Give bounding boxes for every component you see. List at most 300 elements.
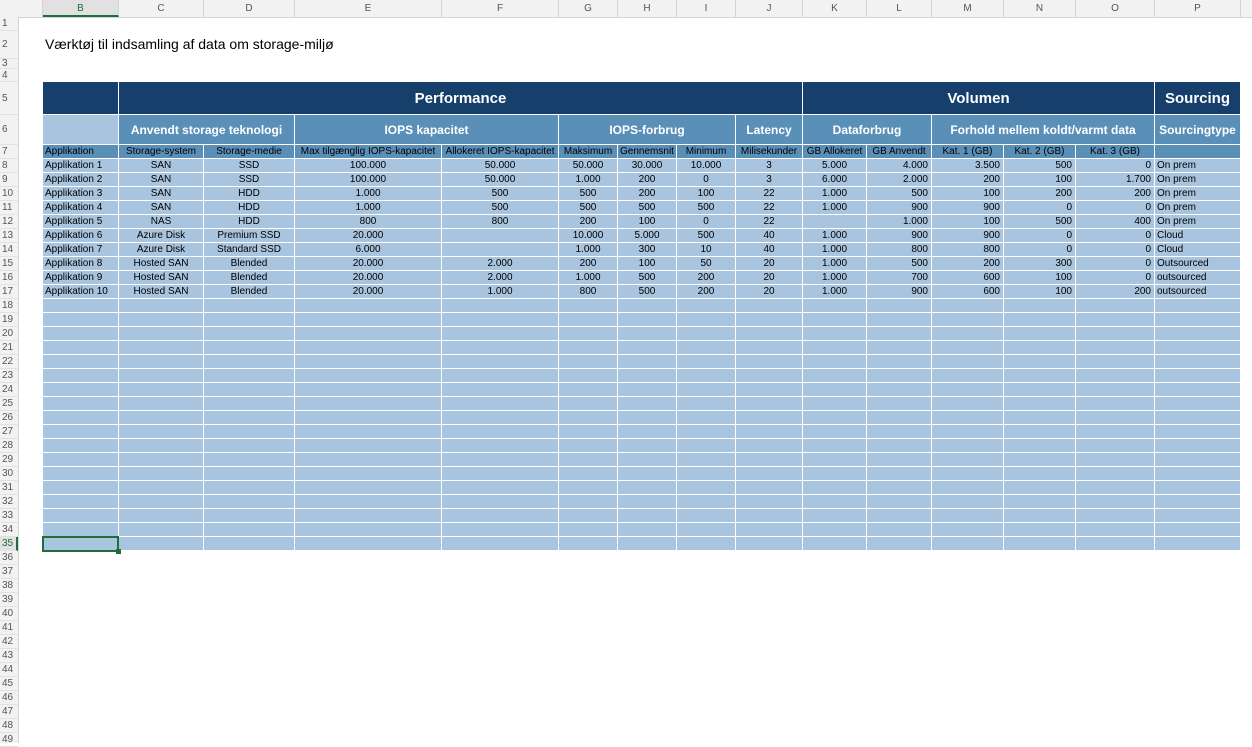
table-cell[interactable]: Standard SSD	[204, 243, 295, 257]
empty-cell[interactable]	[1076, 523, 1155, 537]
subgroup-iops-forbrug[interactable]: IOPS-forbrug	[559, 115, 736, 145]
column-letter-i[interactable]: I	[677, 0, 736, 17]
empty-cell[interactable]	[442, 369, 559, 383]
empty-cell[interactable]	[677, 537, 736, 551]
empty-cell[interactable]	[803, 439, 867, 453]
table-cell[interactable]: SAN	[119, 201, 204, 215]
empty-cell[interactable]	[1004, 509, 1076, 523]
empty-cell[interactable]	[867, 313, 932, 327]
empty-cell[interactable]	[736, 313, 803, 327]
table-cell[interactable]: On prem	[1155, 173, 1241, 187]
empty-cell[interactable]	[618, 369, 677, 383]
table-cell[interactable]: 100	[932, 187, 1004, 201]
empty-cell[interactable]	[867, 481, 932, 495]
table-cell[interactable]: 200	[932, 257, 1004, 271]
group-header-performance[interactable]: Performance	[119, 82, 803, 115]
row-number-2[interactable]: 2	[0, 31, 18, 59]
empty-cell[interactable]	[442, 355, 559, 369]
table-cell[interactable]: 1.000	[295, 201, 442, 215]
empty-cell[interactable]	[803, 369, 867, 383]
empty-cell[interactable]	[1004, 425, 1076, 439]
empty-cell[interactable]	[677, 341, 736, 355]
table-cell[interactable]: Applikation 2	[43, 173, 119, 187]
table-cell[interactable]: 40	[736, 229, 803, 243]
empty-cell[interactable]	[43, 495, 119, 509]
empty-cell[interactable]	[1076, 481, 1155, 495]
empty-cell[interactable]	[867, 369, 932, 383]
empty-cell[interactable]	[204, 313, 295, 327]
row-number-48[interactable]: 48	[0, 719, 18, 733]
row-number-20[interactable]: 20	[0, 327, 18, 341]
empty-cell[interactable]	[204, 467, 295, 481]
empty-cell[interactable]	[295, 453, 442, 467]
empty-cell[interactable]	[803, 397, 867, 411]
empty-cell[interactable]	[204, 355, 295, 369]
empty-cell[interactable]	[43, 523, 119, 537]
empty-cell[interactable]	[932, 439, 1004, 453]
empty-cell[interactable]	[119, 397, 204, 411]
empty-cell[interactable]	[1076, 397, 1155, 411]
row-number-39[interactable]: 39	[0, 593, 18, 607]
empty-cell[interactable]	[1004, 397, 1076, 411]
selected-cell-b35[interactable]	[42, 536, 119, 552]
empty-cell[interactable]	[559, 397, 618, 411]
empty-cell[interactable]	[204, 439, 295, 453]
column-label[interactable]: Gennemsnit	[618, 145, 677, 159]
table-cell[interactable]: 22	[736, 201, 803, 215]
empty-cell[interactable]	[932, 313, 1004, 327]
table-cell[interactable]: 500	[442, 187, 559, 201]
empty-cell[interactable]	[119, 467, 204, 481]
empty-cell[interactable]	[803, 523, 867, 537]
empty-cell[interactable]	[442, 523, 559, 537]
table-cell[interactable]: 200	[559, 257, 618, 271]
empty-cell[interactable]	[119, 425, 204, 439]
table-cell[interactable]: 500	[442, 201, 559, 215]
row-number-46[interactable]: 46	[0, 691, 18, 705]
empty-cell[interactable]	[119, 439, 204, 453]
empty-cell[interactable]	[867, 453, 932, 467]
table-cell[interactable]: 100	[1004, 285, 1076, 299]
table-cell[interactable]: 900	[932, 229, 1004, 243]
table-cell[interactable]: 100	[677, 187, 736, 201]
empty-cell[interactable]	[1004, 495, 1076, 509]
table-cell[interactable]: 700	[867, 271, 932, 285]
empty-cell[interactable]	[43, 313, 119, 327]
empty-cell[interactable]	[204, 341, 295, 355]
table-cell[interactable]: 1.000	[803, 285, 867, 299]
empty-cell[interactable]	[1004, 341, 1076, 355]
empty-cell[interactable]	[618, 523, 677, 537]
empty-cell[interactable]	[618, 313, 677, 327]
empty-cell[interactable]	[932, 467, 1004, 481]
table-cell[interactable]: 800	[559, 285, 618, 299]
sheet-title[interactable]: Værktøj til indsamling af data om storage-miljø	[45, 36, 334, 52]
empty-cell[interactable]	[442, 537, 559, 551]
empty-cell[interactable]	[204, 299, 295, 313]
table-cell[interactable]: Azure Disk	[119, 229, 204, 243]
empty-cell[interactable]	[1155, 509, 1241, 523]
subgroup-dataforbrug[interactable]: Dataforbrug	[803, 115, 932, 145]
column-letter-e[interactable]: E	[295, 0, 442, 17]
table-cell[interactable]: 20.000	[295, 271, 442, 285]
group-header-blank[interactable]	[43, 82, 119, 115]
empty-cell[interactable]	[618, 425, 677, 439]
empty-cell[interactable]	[736, 411, 803, 425]
empty-cell[interactable]	[618, 495, 677, 509]
empty-cell[interactable]	[1004, 537, 1076, 551]
empty-cell[interactable]	[677, 509, 736, 523]
empty-cell[interactable]	[559, 425, 618, 439]
empty-cell[interactable]	[43, 467, 119, 481]
table-cell[interactable]: 0	[1076, 201, 1155, 215]
empty-cell[interactable]	[119, 341, 204, 355]
empty-cell[interactable]	[618, 355, 677, 369]
row-number-22[interactable]: 22	[0, 355, 18, 369]
empty-cell[interactable]	[618, 453, 677, 467]
row-number-30[interactable]: 30	[0, 467, 18, 481]
row-number-33[interactable]: 33	[0, 509, 18, 523]
empty-cell[interactable]	[677, 355, 736, 369]
empty-cell[interactable]	[677, 411, 736, 425]
empty-cell[interactable]	[618, 397, 677, 411]
empty-cell[interactable]	[932, 341, 1004, 355]
table-cell[interactable]: 0	[677, 215, 736, 229]
column-letter-o[interactable]: O	[1076, 0, 1155, 17]
empty-cell[interactable]	[1076, 369, 1155, 383]
table-cell[interactable]: 0	[1076, 257, 1155, 271]
column-label[interactable]: GB Anvendt	[867, 145, 932, 159]
table-cell[interactable]: Hosted SAN	[119, 271, 204, 285]
empty-cell[interactable]	[932, 411, 1004, 425]
empty-cell[interactable]	[1155, 481, 1241, 495]
subgroup-latency[interactable]: Latency	[736, 115, 803, 145]
empty-cell[interactable]	[43, 411, 119, 425]
empty-cell[interactable]	[867, 299, 932, 313]
empty-cell[interactable]	[932, 453, 1004, 467]
table-cell[interactable]: 500	[618, 201, 677, 215]
empty-cell[interactable]	[204, 523, 295, 537]
empty-cell[interactable]	[204, 425, 295, 439]
table-cell[interactable]: 100	[1004, 271, 1076, 285]
empty-cell[interactable]	[803, 341, 867, 355]
empty-cell[interactable]	[1004, 299, 1076, 313]
empty-cell[interactable]	[204, 453, 295, 467]
empty-cell[interactable]	[677, 467, 736, 481]
empty-cell[interactable]	[204, 495, 295, 509]
empty-cell[interactable]	[803, 425, 867, 439]
table-cell[interactable]: 20.000	[295, 285, 442, 299]
empty-cell[interactable]	[1076, 495, 1155, 509]
table-cell[interactable]: Applikation 9	[43, 271, 119, 285]
empty-cell[interactable]	[43, 299, 119, 313]
row-number-15[interactable]: 15	[0, 257, 18, 271]
empty-cell[interactable]	[867, 537, 932, 551]
table-cell[interactable]: 300	[618, 243, 677, 257]
empty-cell[interactable]	[677, 425, 736, 439]
empty-cell[interactable]	[867, 327, 932, 341]
row-number-3[interactable]: 3	[0, 59, 18, 69]
table-cell[interactable]: 1.000	[803, 229, 867, 243]
empty-cell[interactable]	[1076, 313, 1155, 327]
empty-cell[interactable]	[295, 369, 442, 383]
empty-cell[interactable]	[1004, 453, 1076, 467]
empty-cell[interactable]	[1076, 299, 1155, 313]
empty-cell[interactable]	[442, 453, 559, 467]
table-cell[interactable]: 1.000	[803, 201, 867, 215]
empty-cell[interactable]	[295, 383, 442, 397]
empty-cell[interactable]	[559, 383, 618, 397]
table-cell[interactable]: 1.000	[559, 271, 618, 285]
empty-cell[interactable]	[867, 355, 932, 369]
table-cell[interactable]: 1.000	[803, 187, 867, 201]
table-cell[interactable]: 900	[932, 201, 1004, 215]
table-cell[interactable]: 4.000	[867, 159, 932, 173]
table-cell[interactable]: Premium SSD	[204, 229, 295, 243]
empty-cell[interactable]	[803, 537, 867, 551]
empty-cell[interactable]	[867, 495, 932, 509]
table-cell[interactable]: 500	[677, 201, 736, 215]
table-cell[interactable]: 3	[736, 159, 803, 173]
table-cell[interactable]: NAS	[119, 215, 204, 229]
column-label[interactable]	[1155, 145, 1241, 159]
table-cell[interactable]: Cloud	[1155, 229, 1241, 243]
subgroup-forhold[interactable]: Forhold mellem koldt/varmt data	[932, 115, 1155, 145]
empty-cell[interactable]	[119, 313, 204, 327]
empty-cell[interactable]	[932, 327, 1004, 341]
empty-cell[interactable]	[43, 341, 119, 355]
row-number-8[interactable]: 8	[0, 159, 18, 173]
row-number-37[interactable]: 37	[0, 565, 18, 579]
empty-cell[interactable]	[803, 383, 867, 397]
column-letter-n[interactable]: N	[1004, 0, 1076, 17]
empty-cell[interactable]	[803, 509, 867, 523]
empty-cell[interactable]	[43, 481, 119, 495]
empty-cell[interactable]	[932, 299, 1004, 313]
empty-cell[interactable]	[559, 369, 618, 383]
empty-cell[interactable]	[803, 299, 867, 313]
empty-cell[interactable]	[559, 313, 618, 327]
empty-cell[interactable]	[803, 327, 867, 341]
table-cell[interactable]: SSD	[204, 173, 295, 187]
empty-cell[interactable]	[1076, 467, 1155, 481]
empty-cell[interactable]	[1155, 453, 1241, 467]
empty-cell[interactable]	[1076, 327, 1155, 341]
empty-cell[interactable]	[618, 481, 677, 495]
empty-cell[interactable]	[1155, 495, 1241, 509]
empty-cell[interactable]	[43, 425, 119, 439]
empty-cell[interactable]	[559, 439, 618, 453]
table-cell[interactable]: 22	[736, 187, 803, 201]
empty-cell[interactable]	[295, 411, 442, 425]
empty-cell[interactable]	[1004, 439, 1076, 453]
table-cell[interactable]: Applikation 5	[43, 215, 119, 229]
empty-cell[interactable]	[1155, 467, 1241, 481]
table-cell[interactable]: 3	[736, 173, 803, 187]
empty-cell[interactable]	[1155, 523, 1241, 537]
row-number-7[interactable]: 7	[0, 145, 18, 159]
table-cell[interactable]: 20	[736, 257, 803, 271]
table-cell[interactable]: 2.000	[442, 257, 559, 271]
empty-cell[interactable]	[119, 355, 204, 369]
table-cell[interactable]: SAN	[119, 159, 204, 173]
table-cell[interactable]: 1.000	[867, 215, 932, 229]
row-number-9[interactable]: 9	[0, 173, 18, 187]
empty-cell[interactable]	[204, 397, 295, 411]
empty-cell[interactable]	[295, 299, 442, 313]
empty-cell[interactable]	[736, 523, 803, 537]
table-cell[interactable]: 0	[1076, 243, 1155, 257]
empty-cell[interactable]	[618, 467, 677, 481]
table-cell[interactable]: 0	[1076, 159, 1155, 173]
group-header-volumen[interactable]: Volumen	[803, 82, 1155, 115]
table-cell[interactable]: 2.000	[442, 271, 559, 285]
empty-cell[interactable]	[736, 439, 803, 453]
empty-cell[interactable]	[618, 383, 677, 397]
row-number-28[interactable]: 28	[0, 439, 18, 453]
row-number-19[interactable]: 19	[0, 313, 18, 327]
row-number-4[interactable]: 4	[0, 69, 18, 82]
table-cell[interactable]: Blended	[204, 257, 295, 271]
row-number-45[interactable]: 45	[0, 677, 18, 691]
row-number-5[interactable]: 5	[0, 82, 18, 115]
empty-cell[interactable]	[736, 383, 803, 397]
empty-cell[interactable]	[1076, 537, 1155, 551]
empty-cell[interactable]	[559, 509, 618, 523]
table-cell[interactable]: 500	[867, 187, 932, 201]
empty-cell[interactable]	[736, 481, 803, 495]
empty-cell[interactable]	[1155, 397, 1241, 411]
table-cell[interactable]: 200	[559, 215, 618, 229]
empty-cell[interactable]	[295, 313, 442, 327]
empty-cell[interactable]	[677, 439, 736, 453]
empty-cell[interactable]	[1004, 383, 1076, 397]
column-label[interactable]: Allokeret IOPS-kapacitet	[442, 145, 559, 159]
column-label[interactable]: Maksimum	[559, 145, 618, 159]
empty-cell[interactable]	[1004, 355, 1076, 369]
table-cell[interactable]: 200	[677, 285, 736, 299]
table-cell[interactable]: 1.000	[559, 173, 618, 187]
empty-cell[interactable]	[442, 425, 559, 439]
table-cell[interactable]: Hosted SAN	[119, 257, 204, 271]
empty-cell[interactable]	[677, 453, 736, 467]
table-cell[interactable]: 100.000	[295, 159, 442, 173]
table-cell[interactable]: 2.000	[867, 173, 932, 187]
table-cell[interactable]: Applikation 10	[43, 285, 119, 299]
empty-cell[interactable]	[1155, 341, 1241, 355]
column-label[interactable]: Storage-system	[119, 145, 204, 159]
table-cell[interactable]: 40	[736, 243, 803, 257]
table-cell[interactable]: 200	[677, 271, 736, 285]
empty-cell[interactable]	[1076, 425, 1155, 439]
empty-cell[interactable]	[119, 299, 204, 313]
empty-cell[interactable]	[442, 411, 559, 425]
empty-cell[interactable]	[867, 509, 932, 523]
empty-cell[interactable]	[932, 523, 1004, 537]
empty-cell[interactable]	[932, 509, 1004, 523]
empty-cell[interactable]	[736, 341, 803, 355]
empty-cell[interactable]	[932, 495, 1004, 509]
column-letter-c[interactable]: C	[119, 0, 204, 17]
table-cell[interactable]: 5.000	[618, 229, 677, 243]
table-cell[interactable]: 100	[932, 215, 1004, 229]
empty-cell[interactable]	[559, 537, 618, 551]
empty-cell[interactable]	[867, 523, 932, 537]
table-cell[interactable]: HDD	[204, 215, 295, 229]
empty-cell[interactable]	[867, 425, 932, 439]
table-cell[interactable]: 200	[1004, 187, 1076, 201]
empty-cell[interactable]	[736, 327, 803, 341]
empty-cell[interactable]	[1004, 411, 1076, 425]
table-cell[interactable]: 400	[1076, 215, 1155, 229]
empty-cell[interactable]	[295, 327, 442, 341]
empty-cell[interactable]	[932, 397, 1004, 411]
empty-cell[interactable]	[1155, 383, 1241, 397]
row-number-17[interactable]: 17	[0, 285, 18, 299]
column-letter-l[interactable]: L	[867, 0, 932, 17]
empty-cell[interactable]	[559, 467, 618, 481]
empty-cell[interactable]	[119, 369, 204, 383]
table-cell[interactable]: 900	[867, 229, 932, 243]
empty-cell[interactable]	[119, 411, 204, 425]
empty-cell[interactable]	[1155, 369, 1241, 383]
table-cell[interactable]: 200	[618, 187, 677, 201]
column-letter-k[interactable]: K	[803, 0, 867, 17]
empty-cell[interactable]	[119, 383, 204, 397]
table-cell[interactable]: Applikation 8	[43, 257, 119, 271]
table-cell[interactable]: 20	[736, 285, 803, 299]
empty-cell[interactable]	[867, 467, 932, 481]
empty-cell[interactable]	[559, 481, 618, 495]
table-cell[interactable]: 500	[1004, 159, 1076, 173]
empty-cell[interactable]	[867, 411, 932, 425]
table-cell[interactable]: 500	[559, 201, 618, 215]
empty-cell[interactable]	[43, 369, 119, 383]
row-number-43[interactable]: 43	[0, 649, 18, 663]
empty-cell[interactable]	[559, 495, 618, 509]
table-cell[interactable]: 100.000	[295, 173, 442, 187]
column-label[interactable]: Kat. 3 (GB)	[1076, 145, 1155, 159]
table-cell[interactable]: 500	[1004, 215, 1076, 229]
empty-cell[interactable]	[677, 523, 736, 537]
empty-cell[interactable]	[442, 327, 559, 341]
empty-cell[interactable]	[43, 509, 119, 523]
empty-cell[interactable]	[867, 341, 932, 355]
table-cell[interactable]: 200	[618, 173, 677, 187]
empty-cell[interactable]	[618, 509, 677, 523]
empty-cell[interactable]	[618, 537, 677, 551]
row-number-34[interactable]: 34	[0, 523, 18, 537]
empty-cell[interactable]	[677, 481, 736, 495]
empty-cell[interactable]	[442, 509, 559, 523]
empty-cell[interactable]	[442, 481, 559, 495]
subgroup-teknologi[interactable]: Anvendt storage teknologi	[119, 115, 295, 145]
empty-cell[interactable]	[677, 495, 736, 509]
row-number-6[interactable]: 6	[0, 115, 18, 145]
empty-cell[interactable]	[295, 495, 442, 509]
row-number-1[interactable]: 1	[0, 17, 18, 31]
column-label[interactable]: Kat. 1 (GB)	[932, 145, 1004, 159]
table-cell[interactable]	[442, 243, 559, 257]
row-number-26[interactable]: 26	[0, 411, 18, 425]
empty-cell[interactable]	[618, 411, 677, 425]
table-cell[interactable]: 0	[1076, 271, 1155, 285]
row-number-13[interactable]: 13	[0, 229, 18, 243]
empty-cell[interactable]	[119, 537, 204, 551]
empty-cell[interactable]	[736, 397, 803, 411]
table-cell[interactable]: 500	[559, 187, 618, 201]
table-cell[interactable]: 30.000	[618, 159, 677, 173]
